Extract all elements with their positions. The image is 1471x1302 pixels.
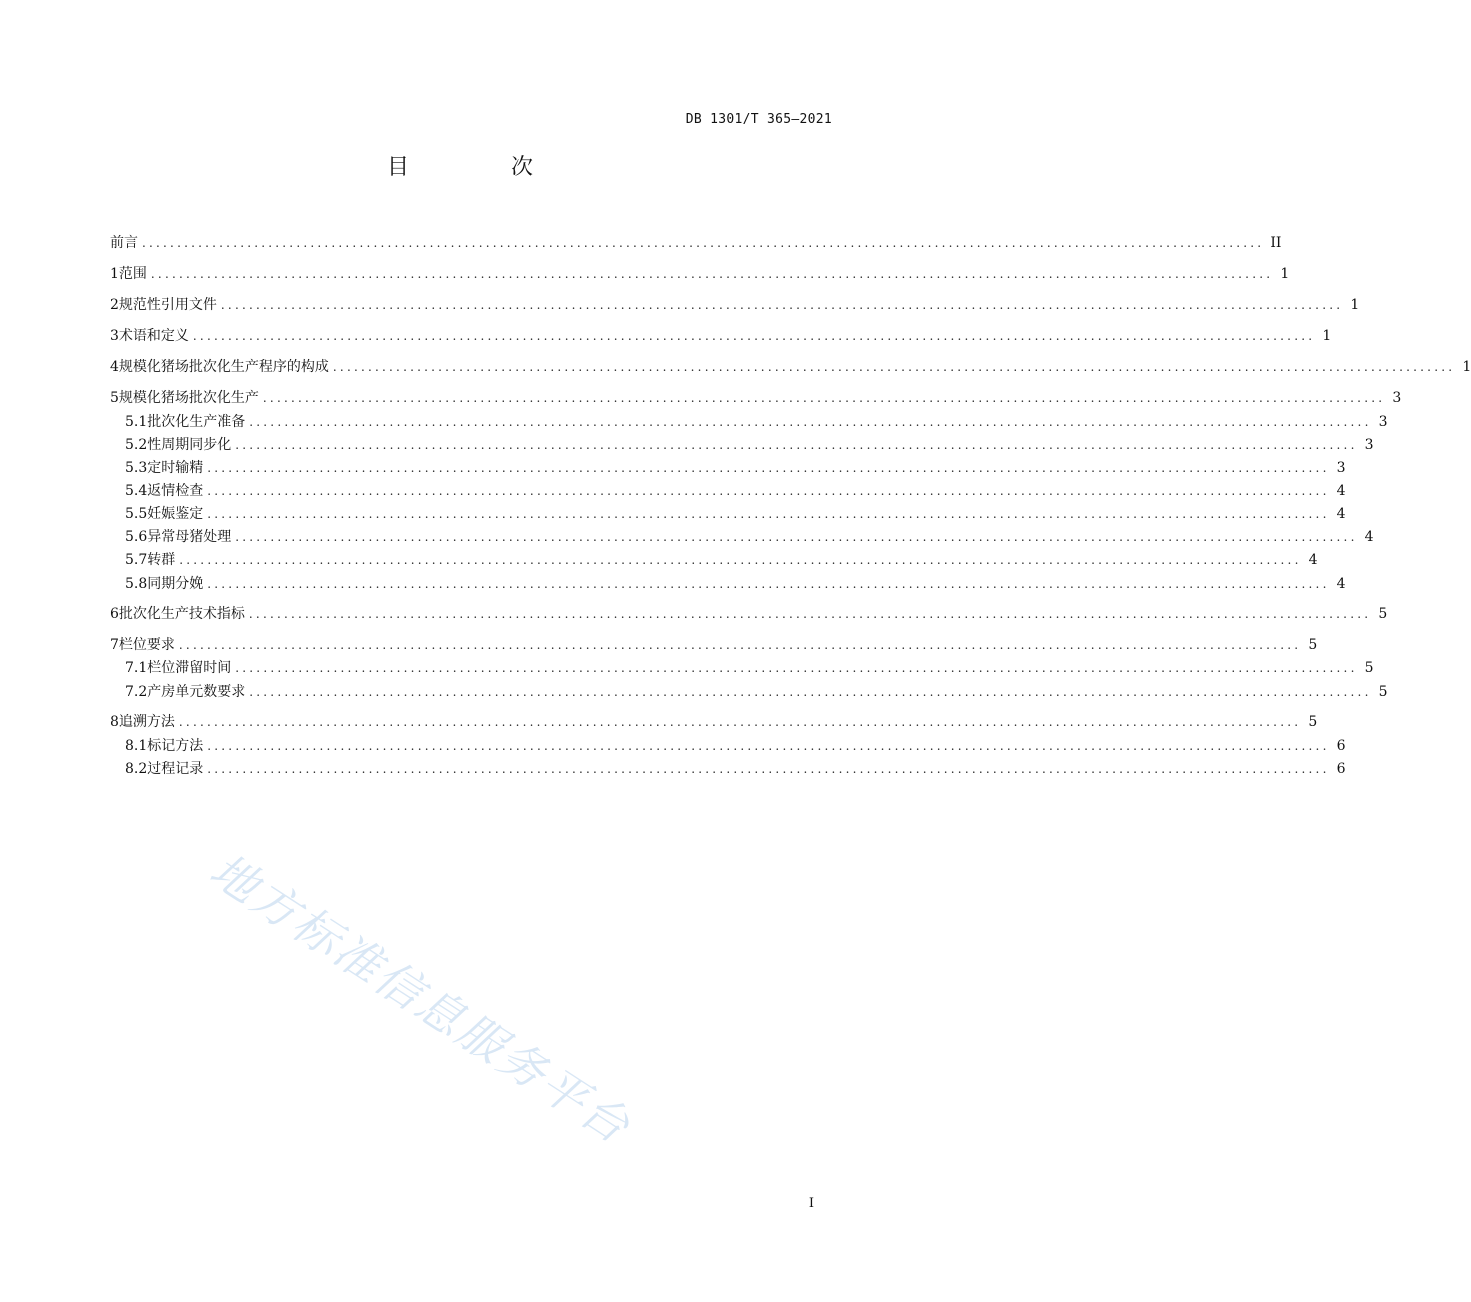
toc-entry[interactable] [110, 388, 1402, 408]
toc-entry-page: 4 [1364, 529, 1374, 545]
toc-entry-page: 3 [1336, 460, 1346, 476]
toc-entry-label: 标记方法 [147, 738, 204, 754]
toc-dot-leader: ................................................................................................................................................................ [150, 267, 1274, 281]
toc-dot-leader: ................................................................................................................................................................ [192, 329, 1316, 343]
page-number: I [808, 1196, 814, 1211]
toc-entry-page: 4 [1336, 506, 1346, 522]
toc-entry-label: 栏位要求 [118, 637, 175, 653]
toc-entry-label: 前言 [110, 235, 138, 251]
toc-dot-leader: ................................................................................................................................................................ [332, 360, 1456, 374]
toc-dot-leader: ................................................................................................................................................................ [249, 685, 1372, 699]
document-code: DB 1301/T 365—2021 [685, 112, 832, 127]
toc-entry-number: 8 [110, 714, 119, 730]
toc-entry[interactable] [125, 435, 1374, 455]
toc-entry-label: 追溯方法 [118, 714, 175, 730]
toc-entry-label: 规范性引用文件 [118, 297, 217, 313]
toc-entry-page: 4 [1308, 552, 1318, 568]
toc-entry-label: 规模化猪场批次化生产程序的构成 [118, 359, 329, 375]
toc-entry-page: 5 [1308, 714, 1318, 730]
toc-entry-label: 定时输精 [147, 460, 204, 476]
toc-entry-label: 返情检查 [147, 483, 204, 499]
toc-entry-number: 7.1 [125, 660, 148, 676]
toc-dot-leader: ................................................................................................................................................................ [207, 461, 1330, 475]
toc-entry-number: 5.6 [125, 529, 148, 545]
toc-entry-page: 3 [1364, 437, 1374, 453]
toc-dot-leader: ................................................................................................................................................................ [220, 298, 1344, 312]
toc-dot-leader: ................................................................................................................................................................ [207, 484, 1330, 498]
toc-entry-number: 5.2 [125, 437, 148, 453]
toc-entry-number: 8.2 [125, 761, 148, 777]
toc-entry-number: 1 [110, 266, 119, 282]
toc-entry[interactable] [110, 233, 1282, 253]
toc-entry-page: 1 [1280, 266, 1290, 282]
toc-entry[interactable] [125, 736, 1346, 756]
toc-entry[interactable] [110, 712, 1318, 732]
toc-dot-leader: ................................................................................................................................................................ [207, 739, 1330, 753]
toc-entry[interactable] [110, 326, 1332, 346]
toc-entry-label: 过程记录 [147, 761, 204, 777]
toc-entry-label: 产房单元数要求 [147, 684, 246, 700]
toc-title: 目 次 [386, 155, 573, 180]
toc-entry-number: 5.3 [125, 460, 148, 476]
toc-entry-label: 同期分娩 [147, 576, 204, 592]
toc-entry-number: 5.1 [125, 414, 148, 430]
toc-dot-leader: ................................................................................................................................................................ [178, 715, 1302, 729]
toc-entry-page: 1 [1462, 359, 1471, 375]
toc-entry[interactable] [110, 635, 1318, 655]
toc-dot-leader: ................................................................................................................................................................ [178, 638, 1302, 652]
toc-entry-page: II [1270, 235, 1282, 251]
toc-entry-page: 5 [1308, 637, 1318, 653]
toc-entry-number: 5.8 [125, 576, 148, 592]
toc-entry[interactable] [125, 504, 1346, 524]
toc-entry-page: 3 [1378, 414, 1388, 430]
toc-dot-leader: ................................................................................................................................................................ [235, 661, 1358, 675]
toc-entry[interactable] [110, 264, 1290, 284]
toc-entry-page: 5 [1378, 606, 1388, 622]
toc-entry-number: 6 [110, 606, 119, 622]
toc-entry[interactable] [110, 357, 1471, 377]
toc-entry-label: 妊娠鉴定 [147, 506, 204, 522]
toc-entry[interactable] [125, 527, 1374, 547]
toc-entry[interactable] [125, 759, 1346, 779]
toc-dot-leader: ................................................................................................................................................................ [142, 236, 1265, 250]
toc-entry-page: 3 [1392, 390, 1402, 406]
toc-entry-label: 术语和定义 [118, 328, 189, 344]
toc-entry-page: 6 [1336, 761, 1346, 777]
toc-entry-number: 7.2 [125, 684, 148, 700]
toc-entry-number: 8.1 [125, 738, 148, 754]
toc-entry-number: 5 [110, 390, 119, 406]
toc-entry[interactable] [125, 481, 1346, 501]
toc-dot-leader: ................................................................................................................................................................ [207, 577, 1330, 591]
toc-entry[interactable] [110, 604, 1388, 624]
toc-entry[interactable] [125, 574, 1346, 594]
toc-entry-label: 批次化生产技术指标 [118, 606, 245, 622]
toc-entry[interactable] [125, 412, 1388, 432]
toc-entry-number: 7 [110, 637, 119, 653]
toc-entry[interactable] [125, 458, 1346, 478]
toc-entry-page: 1 [1322, 328, 1332, 344]
toc-entry-number: 3 [110, 328, 119, 344]
toc-entry[interactable] [125, 682, 1388, 702]
toc-dot-leader: ................................................................................................................................................................ [207, 507, 1330, 521]
toc-entry-page: 5 [1364, 660, 1374, 676]
toc-dot-leader: ................................................................................................................................................................ [235, 530, 1358, 544]
toc-dot-leader: ................................................................................................................................................................ [249, 415, 1372, 429]
toc-dot-leader: ................................................................................................................................................................ [235, 438, 1358, 452]
toc-dot-leader: ................................................................................................................................................................ [179, 553, 1302, 567]
toc-entry-page: 4 [1336, 576, 1346, 592]
toc-dot-leader: ................................................................................................................................................................ [262, 391, 1386, 405]
toc-entry-label: 性周期同步化 [147, 437, 232, 453]
toc-dot-leader: ................................................................................................................................................................ [207, 762, 1330, 776]
toc-entry-page: 1 [1350, 297, 1360, 313]
watermark-text: 地方标准信息服务平台 [200, 842, 642, 1155]
toc-entry-number: 5.5 [125, 506, 148, 522]
toc-entry-label: 异常母猪处理 [147, 529, 232, 545]
toc-entry[interactable] [125, 550, 1318, 570]
toc-entry-label: 栏位滞留时间 [147, 660, 232, 676]
toc-entry-number: 5.4 [125, 483, 148, 499]
toc-entry-number: 5.7 [125, 552, 148, 568]
toc-entry-label: 转群 [147, 552, 176, 568]
toc-entry-label: 规模化猪场批次化生产 [118, 390, 259, 406]
toc-entry-number: 2 [110, 297, 119, 313]
toc-entry-label: 批次化生产准备 [147, 414, 246, 430]
toc-entry-number: 4 [110, 359, 119, 375]
toc-entry-page: 5 [1378, 684, 1388, 700]
toc-dot-leader: ................................................................................................................................................................ [248, 607, 1372, 621]
toc-entry-page: 4 [1336, 483, 1346, 499]
toc-entry[interactable] [125, 658, 1374, 678]
toc-entry[interactable] [110, 295, 1360, 315]
toc-entry-page: 6 [1336, 738, 1346, 754]
toc-entry-label: 范围 [118, 266, 147, 282]
